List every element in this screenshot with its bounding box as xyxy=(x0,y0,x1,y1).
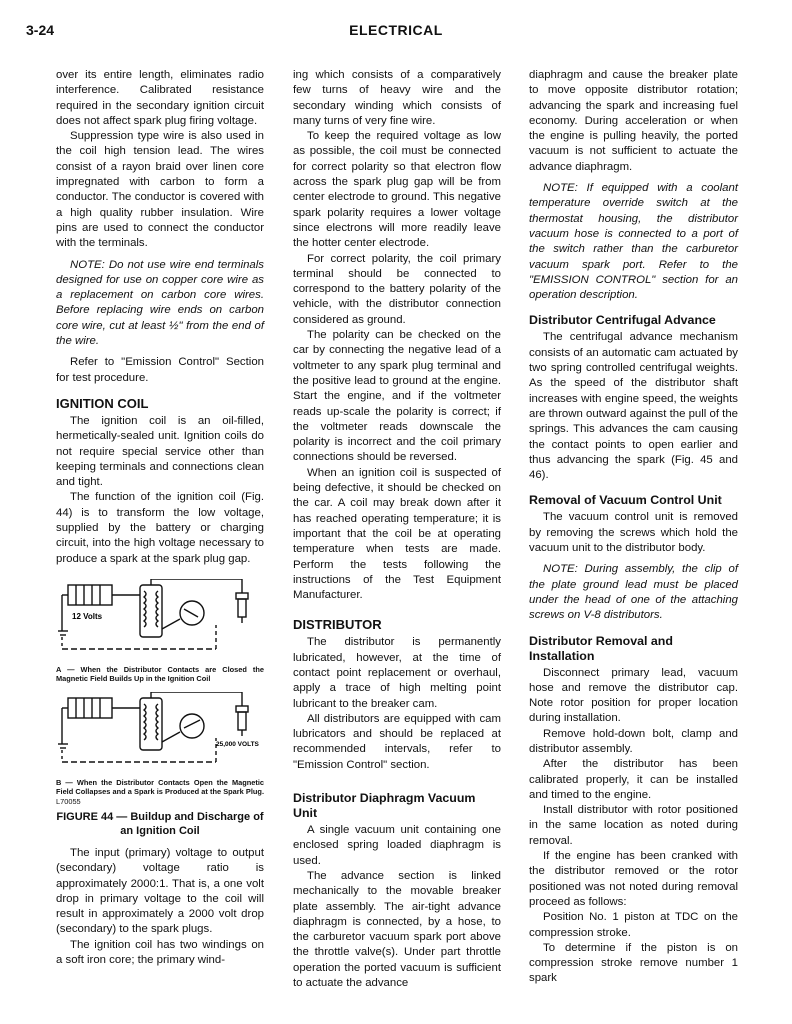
paragraph: The polarity can be checked on the car by connecting the negative lead of a voltmeter to any spark plug terminal and the positive lead to ground at the engine. Start the engine, and if the voltmeter reads up-scale the polarity is correct; if the voltmeter reads downscale the polarity is incorrect and the coil primary connections should be reversed. xyxy=(293,329,501,464)
paragraph: The distributor is permanently lubricated, however, at the time of contact point replacement or overhaul, apply a trace of high melting point lubricant to the breaker cam. xyxy=(293,636,501,710)
page-title: ELECTRICAL xyxy=(349,22,443,38)
voltage-label-25000: 25,000 VOLTS xyxy=(216,740,259,748)
paragraph: ing which consists of a comparatively few turns of heavy wire and the secondary winding which consists of many turns of very fine wire. xyxy=(293,69,501,127)
spark-plug-icon xyxy=(238,712,246,730)
coil-icon xyxy=(140,585,162,637)
paragraph: The vacuum control unit is removed by removing the screws which hold the vacuum unit to the distributor body. xyxy=(529,511,738,555)
coil-icon xyxy=(140,698,162,750)
paragraph: The input (primary) voltage to output (secondary) voltage ratio is approximately 2000:1. That is, a one volt drop in primary voltage to the coil will result in approximately a 2000 volt drop (secondary) to the spark plugs. xyxy=(56,846,264,936)
figure-code: L70055 xyxy=(56,796,81,806)
column-3 xyxy=(529,68,738,987)
paragraph: The centrifugal advance mechanism consists of an automatic cam actuated by two spring controlled centrifugal weights. As the speed of the distributor shaft increases with engine speed, the weights are thrown outward against the pull of the springs. This advances the cam causing the contact points to open earlier and thus advancing the spark (Fig. 45 and 46). xyxy=(529,331,738,482)
subsection-heading-diaphragm: Distributor Diaphragm Vacuum Unit xyxy=(293,791,476,821)
page-number: 3-24 xyxy=(26,22,55,38)
figure-caption-b xyxy=(56,778,264,806)
caption-text: B — When the Distributor Contacts Open the Magnetic Field Collapses and a Spark is Produced at the Spark Plug. xyxy=(56,777,264,797)
subsection-heading-centrifugal: Distributor Centrifugal Advance xyxy=(529,313,716,328)
ignition-coil-diagram-a xyxy=(56,579,264,659)
paragraph: Remove hold-down bolt, clamp and distributor assembly. xyxy=(529,727,738,755)
distributor-icon xyxy=(180,714,204,738)
column-1 xyxy=(56,68,264,968)
subsection-heading-distributor-removal: Distributor Removal and Installation xyxy=(529,633,673,663)
paragraph: When an ignition coil is suspected of being defective, it should be checked on the car. A coil may break down after it has reached operating temperature; it is important that the coil be at operating temperature when tests are made. Perform the tests following the instructions of the Test Equipment Manufacturer. xyxy=(293,466,501,602)
paragraph: over its entire length, eliminates radio interference. Calibrated resistance required in the secondary ignition circuit does not affect spark plug firing voltage. xyxy=(56,69,264,127)
subsection-heading-vacuum-removal: Removal of Vacuum Control Unit xyxy=(529,493,722,508)
paragraph: Install distributor with rotor positioned in the same location as noted during removal. xyxy=(529,804,738,847)
note: NOTE: During assembly, the clip of the plate ground lead must be placed under the head of one of the attaching screws on V-8 distributors. xyxy=(529,563,738,622)
section-heading-ignition-coil: IGNITION COIL xyxy=(56,395,149,411)
battery-icon xyxy=(68,698,112,718)
paragraph: Disconnect primary lead, vacuum hose and remove the distributor cap. Note rotor position for proper location during installation. xyxy=(529,666,738,725)
paragraph: Suppression type wire is also used in the coil high tension lead. The wires consist of a rayon braid over linen core impregnated with carbon to form a conductor. The conductor is covered with a high quality rubber insulation. Wire pins are used to connect the conductor with the terminals. xyxy=(56,130,264,250)
paragraph: The function of the ignition coil (Fig. 44) is to transform the low voltage, supplied by the battery or charging circuit, into the high voltage necessary to produce a spark at the spark plug gap. xyxy=(56,491,264,565)
paragraph: diaphragm and cause the breaker plate to move opposite distributor rotation; advancing the spark and increasing fuel economy. During acceleration or when the engine is pulling heavily, the ported vacuum is not sufficient to actuate the advance diaphragm. xyxy=(529,69,738,173)
figure-title: FIGURE 44 — Buildup and Discharge of an Ignition Coil xyxy=(56,810,264,837)
paragraph: A single vacuum unit containing one enclosed spring loaded diaphragm is used. xyxy=(293,824,501,867)
paragraph: All distributors are equipped with cam lubricators and should be replaced at recommended intervals, refer to "Emission Control" section. xyxy=(293,712,501,771)
paragraph: Refer to "Emission Control" Section for test procedure. xyxy=(56,356,264,384)
note: NOTE: If equipped with a coolant temperature override switch at the thermostat housing, the distributor vacuum hose is connected to a port of the switch rather than the carburetor vacuum spark port. Refer to the "EMISSION CONTROL" section for an operation description. xyxy=(529,182,738,302)
voltage-label-12: 12 Volts xyxy=(72,611,103,621)
paragraph: If the engine has been cranked with the distributor removed or the rotor positioned was not noted during removal proceed as follows: xyxy=(529,850,738,908)
figure-caption-a: A — When the Distributor Contacts are Closed the Magnetic Field Builds Up in the Ignition Coil xyxy=(56,664,264,684)
paragraph: To keep the required voltage as low as possible, the coil must be connected for correct polarity so that electron flow across the spark plug gap will be from center electrode to ground. This negative spark polarity requires a lower voltage since electrons will more readily leave the hotter center electrode. xyxy=(293,130,501,250)
spark-plug-icon xyxy=(238,599,246,617)
paragraph: The ignition coil is an oil-filled, hermetically-sealed unit. Ignition coils do not require special service other than keeping terminals and connections clean and tight. xyxy=(56,414,264,489)
battery-icon xyxy=(68,585,112,605)
paragraph: After the distributor has been calibrated properly, it can be installed and timed to the engine. xyxy=(529,758,738,801)
column-2 xyxy=(293,68,501,991)
paragraph: Position No. 1 piston at TDC on the compression stroke. xyxy=(529,911,738,939)
paragraph: For correct polarity, the coil primary terminal should be connected to correspond to the battery polarity of the vehicle, with the distributor connection considered as ground. xyxy=(293,252,501,326)
ignition-coil-diagram-b xyxy=(56,692,264,772)
paragraph: The ignition coil has two windings on a soft iron core; the primary wind- xyxy=(56,938,264,967)
section-heading-distributor: DISTRIBUTOR xyxy=(293,617,382,633)
paragraph: The advance section is linked mechanically to the movable breaker plate assembly. The air-tight advance diaphragm is connected, by a hose, to the carburetor vacuum spark port above the throttle valve(s). Under part throttle operation the ported vacuum is sufficient to actuate the advance xyxy=(293,869,501,990)
note: NOTE: Do not use wire end terminals designed for use on copper core wire as a replacement on carbon core wires. Before replacing wire ends on carbon core wire, cut at least ½" from the end of the wire. xyxy=(56,258,264,348)
paragraph: To determine if the piston is on compression stroke remove number 1 spark xyxy=(529,941,738,985)
